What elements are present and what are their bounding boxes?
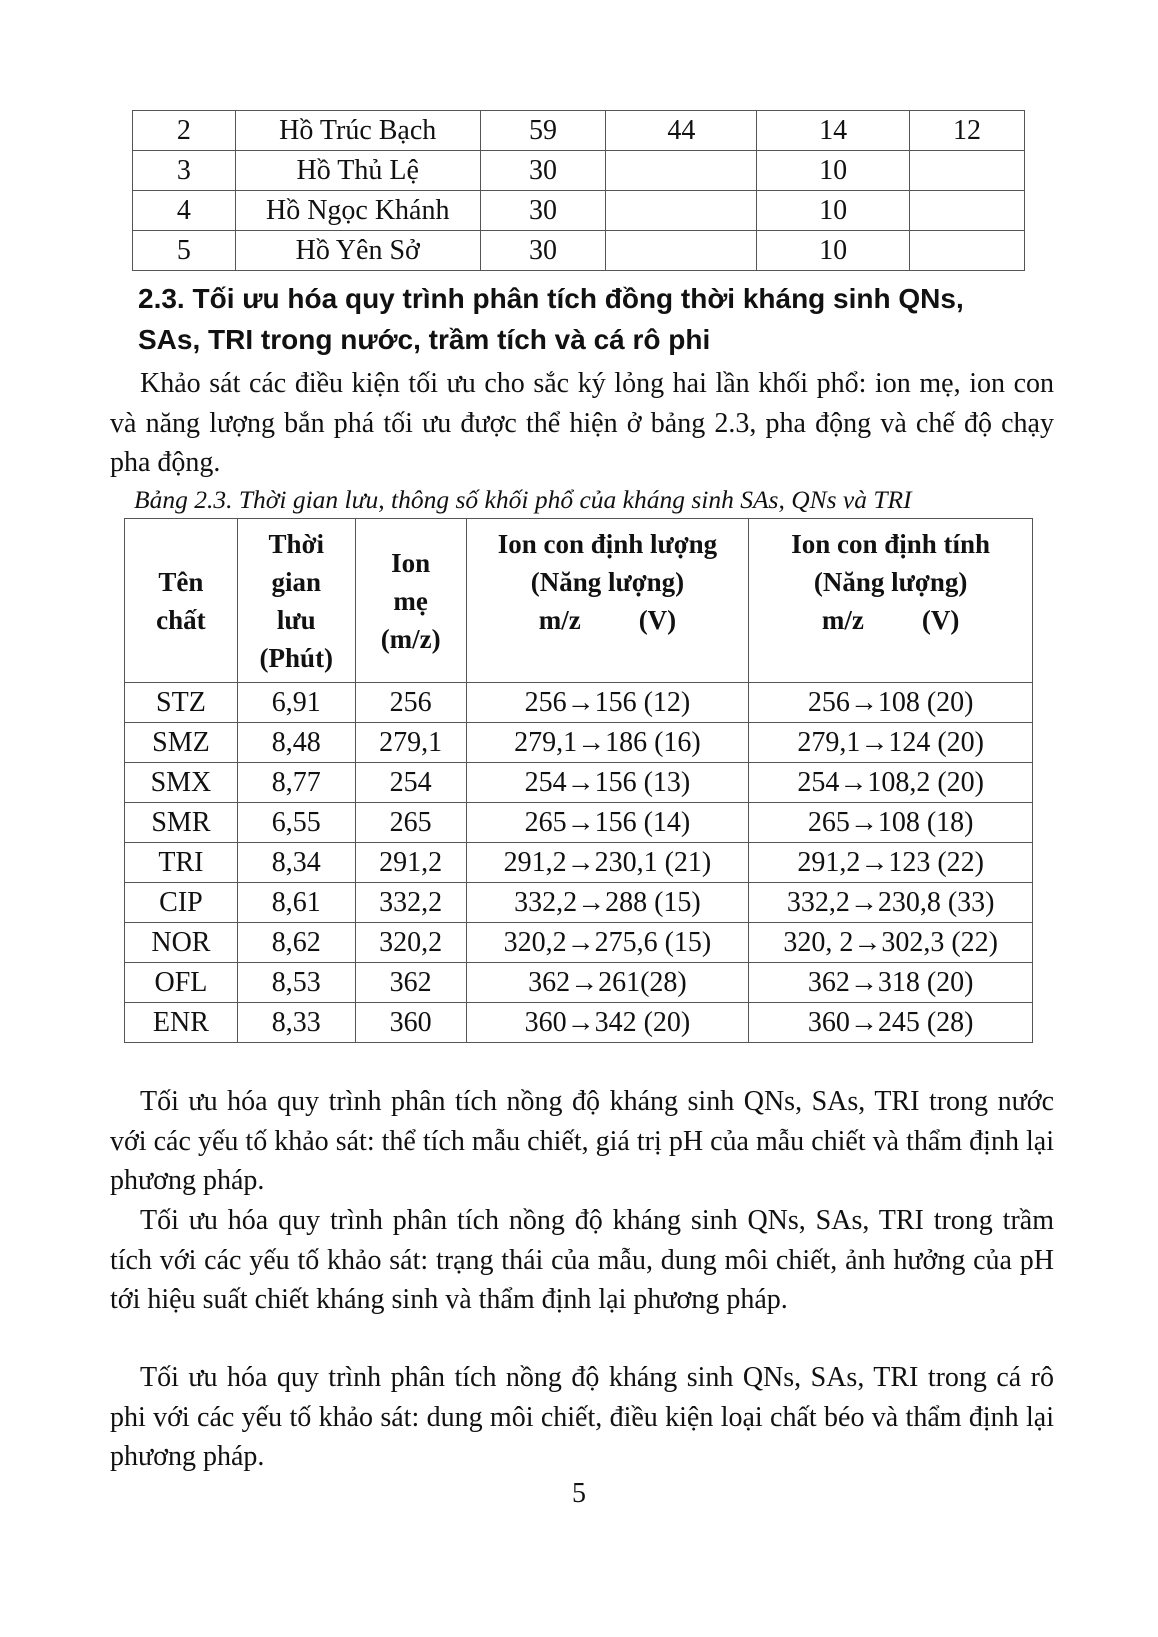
- cell-qual: 254→108,2 (20): [749, 763, 1033, 803]
- table-row: [125, 923, 1033, 963]
- cell-c2: [606, 151, 757, 191]
- table-header-row: [125, 519, 1033, 683]
- cell-parent: 254: [355, 763, 466, 803]
- section-heading: [138, 278, 1058, 360]
- cell-rt: 8,77: [237, 763, 355, 803]
- cell-parent: 291,2: [355, 843, 466, 883]
- cell-c1: 30: [480, 231, 606, 271]
- cell-quant: 256→156 (12): [466, 683, 749, 723]
- header-qualifier-ion: Ion con định tính (Năng lượng) m/z (V): [749, 519, 1033, 683]
- cell-qual: 362→318 (20): [749, 963, 1033, 1003]
- cell-quant: 279,1→186 (16): [466, 723, 749, 763]
- table-row: [125, 763, 1033, 803]
- table-row: [133, 151, 1025, 191]
- cell-c1: 30: [480, 191, 606, 231]
- cell-c4: [910, 191, 1025, 231]
- cell-name: ENR: [125, 1003, 238, 1043]
- cell-rt: 6,91: [237, 683, 355, 723]
- cell-rt: 8,53: [237, 963, 355, 1003]
- paragraph-water: Tối ưu hóa quy trình phân tích nồng độ kháng sinh QNs, SAs, TRI trong nước với các yếu tố khảo sát: thể tích mẫu chiết, giá trị pH của mẫu chiết và thẩm định lại phương pháp.: [110, 1086, 1054, 1196]
- cell-name: NOR: [125, 923, 238, 963]
- table-row: [125, 803, 1033, 843]
- cell-rt: 8,33: [237, 1003, 355, 1043]
- table-row: [133, 191, 1025, 231]
- paragraph-sediment: Tối ưu hóa quy trình phân tích nồng độ kháng sinh QNs, SAs, TRI trong trầm tích với các yếu tố khảo sát: trạng thái của mẫu, dung môi chiết, ảnh hưởng của pH tới hiệu suất chiết kháng sinh và thẩm định lại phương pháp.: [110, 1205, 1054, 1315]
- table-caption: Bảng 2.3. Thời gian lưu, thông số khối phổ của kháng sinh SAs, QNs và TRI: [134, 485, 912, 514]
- lake-sampling-table: [132, 110, 1025, 271]
- cell-c2: 44: [606, 111, 757, 151]
- cell-quant: 332,2→288 (15): [466, 883, 749, 923]
- cell-qual: 360→245 (28): [749, 1003, 1033, 1043]
- cell-parent: 265: [355, 803, 466, 843]
- cell-no: 5: [133, 231, 236, 271]
- cell-no: 4: [133, 191, 236, 231]
- cell-no: 2: [133, 111, 236, 151]
- section-heading-line1: 2.3. Tối ưu hóa quy trình phân tích đồng thời kháng sinh QNs,: [138, 283, 964, 314]
- table-row: [125, 843, 1033, 883]
- header-quantifier-ion: Ion con định lượng (Năng lượng) m/z (V): [466, 519, 749, 683]
- header-compound-name: Tên chất: [125, 519, 238, 683]
- cell-name: Hồ Trúc Bạch: [235, 111, 480, 151]
- cell-name: SMR: [125, 803, 238, 843]
- table-row: [125, 1003, 1033, 1043]
- cell-qual: 291,2→123 (22): [749, 843, 1033, 883]
- cell-parent: 332,2: [355, 883, 466, 923]
- cell-c4: [910, 231, 1025, 271]
- cell-c3: 10: [757, 231, 910, 271]
- cell-name: OFL: [125, 963, 238, 1003]
- cell-qual: 332,2→230,8 (33): [749, 883, 1033, 923]
- table-row: [125, 963, 1033, 1003]
- page-number: 5: [572, 1478, 586, 1509]
- table-row: [125, 883, 1033, 923]
- cell-c3: 10: [757, 151, 910, 191]
- cell-c4: [910, 151, 1025, 191]
- cell-qual: 256→108 (20): [749, 683, 1033, 723]
- cell-quant: 360→342 (20): [466, 1003, 749, 1043]
- mass-spec-table: [124, 518, 1033, 1043]
- cell-quant: 362→261(28): [466, 963, 749, 1003]
- cell-name: Hồ Thủ Lệ: [235, 151, 480, 191]
- cell-name: STZ: [125, 683, 238, 723]
- cell-rt: 8,62: [237, 923, 355, 963]
- cell-quant: 291,2→230,1 (21): [466, 843, 749, 883]
- cell-quant: 320,2→275,6 (15): [466, 923, 749, 963]
- cell-qual: 265→108 (18): [749, 803, 1033, 843]
- table-row: [133, 231, 1025, 271]
- cell-rt: 6,55: [237, 803, 355, 843]
- cell-parent: 360: [355, 1003, 466, 1043]
- cell-rt: 8,61: [237, 883, 355, 923]
- cell-quant: 254→156 (13): [466, 763, 749, 803]
- cell-name: SMZ: [125, 723, 238, 763]
- cell-c3: 10: [757, 191, 910, 231]
- table-row: [125, 683, 1033, 723]
- cell-c1: 59: [480, 111, 606, 151]
- cell-name: TRI: [125, 843, 238, 883]
- cell-qual: 320, 2→302,3 (22): [749, 923, 1033, 963]
- cell-name: SMX: [125, 763, 238, 803]
- cell-parent: 256: [355, 683, 466, 723]
- table-row: [133, 111, 1025, 151]
- cell-c1: 30: [480, 151, 606, 191]
- cell-quant: 265→156 (14): [466, 803, 749, 843]
- header-retention-time: Thời gian lưu (Phút): [237, 519, 355, 683]
- cell-qual: 279,1→124 (20): [749, 723, 1033, 763]
- cell-parent: 320,2: [355, 923, 466, 963]
- cell-rt: 8,48: [237, 723, 355, 763]
- cell-c2: [606, 231, 757, 271]
- cell-name: Hồ Yên Sở: [235, 231, 480, 271]
- cell-rt: 8,34: [237, 843, 355, 883]
- table-row: [125, 723, 1033, 763]
- section-heading-line2: SAs, TRI trong nước, trầm tích và cá rô phi: [138, 324, 711, 355]
- intro-paragraph: Khảo sát các điều kiện tối ưu cho sắc ký lỏng hai lần khối phổ: ion mẹ, ion con và năng lượng bắn phá tối ưu được thể hiện ở bảng 2.3, pha động và chế độ chạy pha động.: [110, 368, 1054, 478]
- cell-c3: 14: [757, 111, 910, 151]
- header-parent-ion: Ion mẹ (m/z): [355, 519, 466, 683]
- cell-parent: 362: [355, 963, 466, 1003]
- cell-name: Hồ Ngọc Khánh: [235, 191, 480, 231]
- cell-name: CIP: [125, 883, 238, 923]
- paragraph-fish: Tối ưu hóa quy trình phân tích nồng độ kháng sinh QNs, SAs, TRI trong cá rô phi với các yếu tố khảo sát: dung môi chiết, điều kiện loại chất béo và thẩm định lại phương pháp.: [110, 1362, 1054, 1472]
- cell-parent: 279,1: [355, 723, 466, 763]
- cell-no: 3: [133, 151, 236, 191]
- cell-c4: 12: [910, 111, 1025, 151]
- cell-c2: [606, 191, 757, 231]
